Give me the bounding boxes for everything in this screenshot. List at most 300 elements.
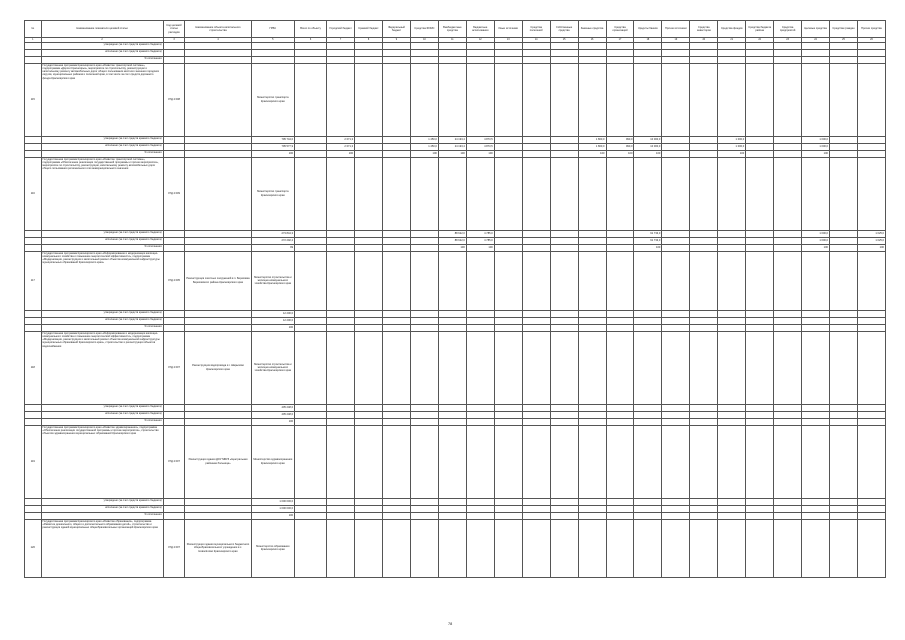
row-description: исполнено (за счет средств краевого бюджета) [41, 317, 163, 324]
column-number: 16 [578, 38, 606, 43]
column-number: 1 [25, 38, 42, 43]
value-cell [438, 310, 466, 317]
value-cell [410, 42, 438, 49]
value-cell [578, 42, 606, 49]
row-description: Государственная программа Красноярского края «Развитие здравоохранения», подпрограмма «Обеспечение реализации государственной программы и прочие мероприятия», строительство объектов здравоохранения муниципальных образований Красноярского края [41, 425, 163, 498]
value-cell [295, 310, 327, 317]
value-cell: 100 [634, 150, 662, 157]
value-cell [438, 49, 466, 56]
row-description: утверждено (за счет средств краевого бюджета) [41, 404, 163, 411]
value-cell [662, 418, 690, 425]
column-header: Средства поселений [522, 21, 550, 38]
value-cell [355, 63, 383, 136]
value-cell: 990,0 [606, 143, 634, 150]
value-cell [746, 157, 774, 230]
value-cell [522, 244, 550, 251]
object-name: Реконструкция здания муниципального бюджетного общеобразовательного учреждения в с. Новосёлово Красноярского края [185, 519, 251, 577]
value-cell [662, 63, 690, 136]
value-cell [522, 404, 550, 411]
table-row [25, 505, 886, 512]
value-cell [494, 404, 522, 411]
value-cell [466, 56, 494, 63]
value-cell [383, 49, 411, 56]
empty-cell [185, 411, 251, 418]
column-number: 23 [774, 38, 802, 43]
value-cell [438, 404, 466, 411]
row-description: исполнено (за счет средств краевого бюджета) [41, 143, 163, 150]
value-cell [438, 418, 466, 425]
value-cell: 100 [327, 150, 355, 157]
value-cell: 100 [857, 244, 885, 251]
empty-cell [163, 418, 185, 425]
value-cell: 100 [251, 512, 294, 519]
value-cell [522, 143, 550, 150]
value-cell [662, 505, 690, 512]
value-cell [774, 519, 802, 577]
value-cell [830, 505, 858, 512]
value-cell [802, 42, 830, 49]
empty-cell [163, 505, 185, 512]
table-row [25, 317, 886, 324]
grbs-name: Министерство транспорта Красноярского края [251, 157, 294, 230]
value-cell [550, 505, 578, 512]
value-cell [774, 49, 802, 56]
value-cell [438, 411, 466, 418]
report-page [24, 20, 886, 608]
value-cell [690, 56, 718, 63]
value-cell [746, 498, 774, 505]
value-cell [494, 505, 522, 512]
table-row [25, 331, 886, 404]
value-cell [774, 317, 802, 324]
value-cell [466, 498, 494, 505]
value-cell [774, 42, 802, 49]
value-cell [718, 310, 746, 317]
value-cell [606, 324, 634, 331]
value-cell [355, 317, 383, 324]
value-cell [662, 498, 690, 505]
value-cell: 100 [718, 150, 746, 157]
value-cell [718, 418, 746, 425]
value-cell [634, 56, 662, 63]
value-cell: 88 622,0 [438, 237, 466, 244]
row-description: исполнено (за счет средств краевого бюджета) [41, 505, 163, 512]
value-cell: 1 800,0 [578, 136, 606, 143]
value-cell [410, 425, 438, 498]
table-body [25, 42, 886, 577]
value-cell [830, 404, 858, 411]
value-cell [494, 310, 522, 317]
value-cell [774, 512, 802, 519]
value-cell [494, 251, 522, 310]
value-cell [438, 63, 466, 136]
value-cell [494, 425, 522, 498]
value-cell [295, 56, 327, 63]
value-cell [550, 404, 578, 411]
value-cell [690, 63, 718, 136]
value-cell [550, 150, 578, 157]
value-cell [327, 331, 355, 404]
value-cell [522, 512, 550, 519]
value-cell [662, 425, 690, 498]
value-cell [522, 425, 550, 498]
value-cell [578, 237, 606, 244]
value-cell [383, 244, 411, 251]
value-cell [494, 331, 522, 404]
empty-cell [25, 498, 42, 505]
value-cell [662, 143, 690, 150]
value-cell [578, 63, 606, 136]
value-cell [410, 157, 438, 230]
value-cell [606, 317, 634, 324]
value-cell [802, 331, 830, 404]
value-cell [718, 42, 746, 49]
value-cell [690, 251, 718, 310]
value-cell [494, 49, 522, 56]
column-number: 19 [662, 38, 690, 43]
empty-cell [163, 237, 185, 244]
empty-cell [25, 49, 42, 56]
value-cell [690, 310, 718, 317]
value-cell [774, 136, 802, 143]
object-name: Реконструкция очистных сооружений в п. Березовка Березовского района Красноярского края [185, 251, 251, 310]
value-cell [494, 411, 522, 418]
value-cell [690, 136, 718, 143]
empty-cell [185, 310, 251, 317]
value-cell [522, 519, 550, 577]
empty-cell [25, 512, 42, 519]
value-cell [774, 425, 802, 498]
value-cell: 100 [251, 418, 294, 425]
empty-cell [185, 512, 251, 519]
table-row [25, 42, 886, 49]
empty-cell [25, 56, 42, 63]
value-cell [662, 157, 690, 230]
value-cell: 4 873,5 [466, 143, 494, 150]
column-header: Внебюджетные средства [438, 21, 466, 38]
value-cell [802, 512, 830, 519]
value-cell [802, 498, 830, 505]
value-cell: 405 248,0 [251, 411, 294, 418]
value-cell: 795 577,9 [251, 143, 294, 150]
value-cell [383, 519, 411, 577]
value-cell [438, 251, 466, 310]
row-description: исполнено (за счет средств краевого бюджета) [41, 237, 163, 244]
empty-cell [25, 411, 42, 418]
column-header: Код целевой статьи расходов [163, 21, 185, 38]
value-cell [295, 418, 327, 425]
empty-cell [25, 244, 42, 251]
value-cell [466, 63, 494, 136]
object-name [185, 157, 251, 230]
value-cell [606, 519, 634, 577]
value-cell [857, 251, 885, 310]
value-cell [355, 418, 383, 425]
row-description: утверждено (за счет средств краевого бюджета) [41, 230, 163, 237]
value-cell [494, 418, 522, 425]
value-cell: 100 [466, 150, 494, 157]
value-cell: 24 193,4 [438, 136, 466, 143]
row-description: % исполнения [41, 150, 163, 157]
value-cell: 100 [410, 150, 438, 157]
value-cell [718, 411, 746, 418]
value-cell [718, 512, 746, 519]
table-row [25, 519, 886, 577]
value-cell [802, 324, 830, 331]
value-cell [857, 418, 885, 425]
value-cell: 4 873,5 [466, 136, 494, 143]
value-cell [466, 331, 494, 404]
value-cell [494, 317, 522, 324]
value-cell [802, 251, 830, 310]
value-cell [295, 42, 327, 49]
value-cell: 1 000,0 [802, 143, 830, 150]
value-cell [774, 237, 802, 244]
table-row [25, 324, 886, 331]
value-cell [522, 56, 550, 63]
column-number: 3 [163, 38, 185, 43]
value-cell [802, 56, 830, 63]
grbs-name: Министерство здравоохранения Красноярского края [251, 425, 294, 498]
column-header: Заемные средства [578, 21, 606, 38]
value-cell [550, 63, 578, 136]
value-cell [746, 505, 774, 512]
column-header: Средства ФОМС [410, 21, 438, 38]
value-cell [606, 157, 634, 230]
column-number: 8 [355, 38, 383, 43]
value-cell [830, 230, 858, 237]
value-cell [466, 404, 494, 411]
column-header: Кредиты банков [634, 21, 662, 38]
value-cell [746, 310, 774, 317]
value-cell [383, 512, 411, 519]
value-cell [606, 63, 634, 136]
value-cell [355, 331, 383, 404]
value-cell [578, 251, 606, 310]
value-cell [662, 49, 690, 56]
value-cell [774, 404, 802, 411]
value-cell [522, 230, 550, 237]
value-cell [857, 157, 885, 230]
value-cell [383, 411, 411, 418]
value-cell [163, 56, 185, 63]
value-cell [578, 404, 606, 411]
value-cell [295, 331, 327, 404]
value-cell [606, 49, 634, 56]
value-cell [718, 49, 746, 56]
object-name: Реконструкция водопровода в г. Шарыпово Красноярского края [185, 331, 251, 404]
value-cell [550, 143, 578, 150]
value-cell [690, 404, 718, 411]
value-cell: 100 [438, 150, 466, 157]
empty-cell [185, 150, 251, 157]
value-cell [522, 505, 550, 512]
value-cell [466, 251, 494, 310]
value-cell [494, 244, 522, 251]
value-cell [578, 230, 606, 237]
value-cell [690, 411, 718, 418]
value-cell [830, 324, 858, 331]
column-header: Средства граждан [830, 21, 858, 38]
value-cell [522, 324, 550, 331]
row-description: Государственная программа Красноярского края «Развитие образования», подпрограмма «Развитие дошкольного, общего и дополнительного образования детей», строительство и реконструкция зданий муниципальных общеобразовательных организаций Красноярского края [41, 519, 163, 577]
value-cell [746, 49, 774, 56]
table-row [25, 244, 886, 251]
empty-cell [163, 143, 185, 150]
value-cell [857, 519, 885, 577]
value-cell [634, 317, 662, 324]
value-cell [857, 150, 885, 157]
column-header: ГРБС [251, 21, 294, 38]
value-cell [774, 56, 802, 63]
value-cell [774, 230, 802, 237]
value-cell [355, 136, 383, 143]
value-cell [410, 519, 438, 577]
value-cell [746, 418, 774, 425]
value-cell [802, 519, 830, 577]
value-cell [327, 519, 355, 577]
value-cell [494, 150, 522, 157]
column-header: Прочие источники [662, 21, 690, 38]
value-cell [327, 244, 355, 251]
value-cell [550, 317, 578, 324]
value-cell [802, 317, 830, 324]
value-cell [774, 157, 802, 230]
value-cell [746, 230, 774, 237]
value-cell [550, 230, 578, 237]
value-cell [606, 505, 634, 512]
value-cell [718, 63, 746, 136]
value-cell [606, 425, 634, 498]
value-cell [295, 143, 327, 150]
value-cell [466, 505, 494, 512]
column-number: 6 [295, 38, 327, 43]
value-cell [662, 244, 690, 251]
empty-cell [163, 317, 185, 324]
value-cell [662, 512, 690, 519]
empty-cell [163, 230, 185, 237]
grbs-name: Министерство строительства и жилищно-коммунального хозяйства Красноярского края [251, 251, 294, 310]
value-cell [438, 512, 466, 519]
value-cell: 12 200,0 [251, 310, 294, 317]
column-number: 5 [251, 38, 294, 43]
value-cell [410, 317, 438, 324]
value-cell [327, 317, 355, 324]
value-cell [383, 150, 411, 157]
value-cell [830, 42, 858, 49]
value-cell [857, 512, 885, 519]
value-cell: 4 785,0 [466, 237, 494, 244]
column-header: Наименование объекта капитального строительства [185, 21, 251, 38]
value-cell [295, 136, 327, 143]
value-cell [410, 49, 438, 56]
value-cell [857, 310, 885, 317]
empty-cell [185, 505, 251, 512]
column-header: Наименование показателя целевой статьи [41, 21, 163, 38]
row-description: исполнено (за счет средств краевого бюджета) [41, 411, 163, 418]
value-cell [690, 237, 718, 244]
value-cell [550, 251, 578, 310]
value-cell [746, 519, 774, 577]
value-cell [410, 411, 438, 418]
value-cell [327, 42, 355, 49]
empty-cell [25, 317, 42, 324]
value-cell [718, 404, 746, 411]
table-row [25, 310, 886, 317]
value-cell [355, 230, 383, 237]
value-cell [857, 63, 885, 136]
value-cell [295, 324, 327, 331]
empty-cell [163, 512, 185, 519]
value-cell: 405 248,0 [251, 404, 294, 411]
value-cell [830, 136, 858, 143]
value-cell [857, 425, 885, 498]
value-cell [802, 404, 830, 411]
column-number: 12 [466, 38, 494, 43]
row-number: 119 [25, 425, 42, 498]
value-cell [857, 136, 885, 143]
value-cell [295, 512, 327, 519]
value-cell [857, 49, 885, 56]
value-cell [662, 331, 690, 404]
row-description: утверждено (за счет средств краевого бюджета) [41, 498, 163, 505]
page-number: 78 [448, 622, 453, 626]
value-cell [606, 42, 634, 49]
value-cell [690, 150, 718, 157]
value-cell [662, 42, 690, 49]
value-cell [494, 519, 522, 577]
value-cell [578, 505, 606, 512]
empty-cell [25, 143, 42, 150]
value-cell [718, 157, 746, 230]
object-name: Реконструкция здания ДОУ МБУЗ «Центральная районная больница» [185, 425, 251, 498]
value-cell [830, 425, 858, 498]
value-cell [746, 425, 774, 498]
value-cell [718, 505, 746, 512]
value-cell [662, 310, 690, 317]
value-cell [746, 331, 774, 404]
value-cell [410, 63, 438, 136]
value-cell: 1 025,0 [857, 237, 885, 244]
value-cell [550, 136, 578, 143]
value-cell [410, 56, 438, 63]
value-cell [295, 498, 327, 505]
column-number: 24 [802, 38, 830, 43]
value-cell [355, 143, 383, 150]
value-cell [355, 42, 383, 49]
value-cell [690, 418, 718, 425]
empty-cell [163, 404, 185, 411]
column-number: 2 [41, 38, 163, 43]
value-cell [746, 404, 774, 411]
column-number: 7 [327, 38, 355, 43]
value-cell [251, 49, 294, 56]
value-cell [522, 251, 550, 310]
value-cell: 795 744,0 [251, 136, 294, 143]
value-cell [355, 157, 383, 230]
value-cell [662, 56, 690, 63]
value-cell: 10 000,0 [634, 136, 662, 143]
empty-cell [25, 136, 42, 143]
row-description: % исполнения [41, 512, 163, 519]
value-cell [857, 317, 885, 324]
table-row [25, 498, 886, 505]
value-cell [383, 143, 411, 150]
row-description: % исполнения [41, 56, 163, 63]
value-cell [466, 324, 494, 331]
value-cell [494, 143, 522, 150]
value-cell [857, 324, 885, 331]
